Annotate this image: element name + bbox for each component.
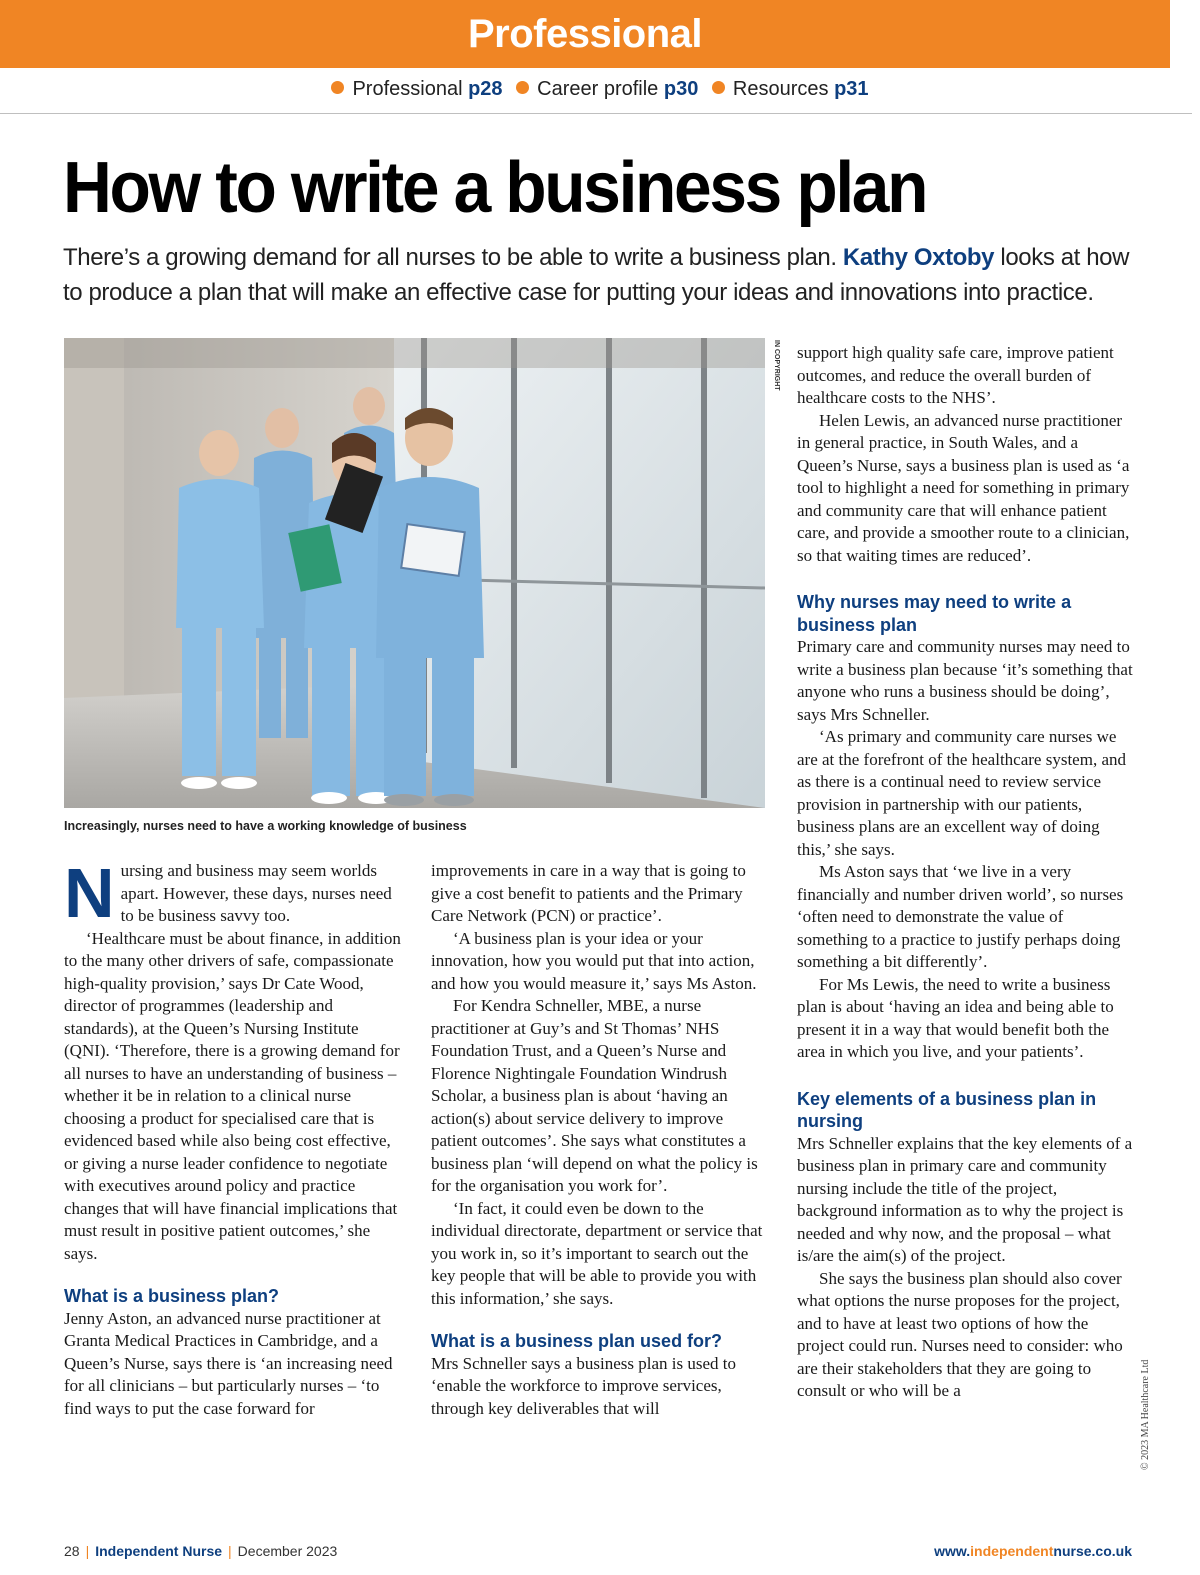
- paragraph: For Ms Lewis, the need to write a business plan is about ‘having an idea and being able to present it in a way that would benefit both the area in which you live, and your patients’.: [797, 974, 1114, 1061]
- footer-separator: |: [85, 1543, 90, 1559]
- photo-caption: Increasingly, nurses need to have a working knowledge of business: [64, 819, 467, 833]
- article-photo: [64, 338, 765, 808]
- article-column-2: [431, 860, 769, 1420]
- article-standfirst: There’s a growing demand for all nurses to be able to write a business plan. Kathy Oxtoby looks at how to produce a plan that will make an effective case for putting your ideas and innovations into practice.: [63, 244, 1130, 306]
- bullet-dot-icon: [516, 81, 529, 94]
- article-column-3: [797, 342, 1137, 1403]
- paragraph: Mrs Schneller says a business plan is used to ‘enable the workforce to improve services, through key deliverables that will: [431, 1353, 737, 1418]
- bullet-dot-icon: [331, 81, 344, 94]
- image-credit: IN COPYRIGHT: [773, 340, 780, 391]
- page-number: 28: [64, 1543, 80, 1559]
- nurses-walking-photo: [64, 338, 765, 808]
- section-banner: [0, 0, 1170, 68]
- issue-date: December 2023: [237, 1543, 338, 1559]
- drop-cap: N: [64, 854, 115, 932]
- header-divider: [0, 113, 1192, 114]
- paragraph: Mrs Schneller explains that the key elements of a business plan in primary care and community nursing include the title of the project, background information as to why the project is needed and why now, and the proposal – what is/are the aim(s) of the project.: [797, 1133, 1133, 1265]
- nav-item-resources[interactable]: Resources p31: [712, 78, 869, 100]
- section-title: Professional: [467, 12, 703, 56]
- footer-url[interactable]: www.independentnurse.co.uk: [934, 1543, 1132, 1559]
- subheading-business-plan-used-for: What is a business plan used for?: [431, 1331, 723, 1351]
- subheading-what-is-business-plan: What is a business plan?: [64, 1286, 280, 1306]
- article-title: How to write a business plan: [63, 148, 927, 228]
- subheading-why-nurses-need: Why nurses may need to write a business plan: [797, 592, 1072, 635]
- bullet-dot-icon: [712, 81, 725, 94]
- paragraph: support high quality safe care, improve patient outcomes, and reduce the overall burden of healthcare costs to the NHS’.: [797, 343, 1114, 407]
- paragraph: Helen Lewis, an advanced nurse practitioner in general practice, in South Wales, and a Queen’s Nurse, says a business plan is used as ‘a tool to highlight a need for something in primary and community care that will enhance patient care, and provide a smoother route to a clinician, so that waiting times are reduced’.: [797, 410, 1130, 565]
- article-column-1: [64, 854, 402, 1420]
- nav-item-career-profile[interactable]: Career profile p30: [516, 78, 698, 100]
- magazine-name-part1: Independent: [95, 1543, 179, 1559]
- paragraph: ‘Healthcare must be about finance, in addition to the many other drivers of safe, compassionate high-quality provision,’ says Dr Cate Wood, director of programmes (leadership and standards), at the Queen’s Nursing Institute (QNI). ‘Therefore, there is a growing demand for all nurses to have an understanding of business – whether it be in relation to a clinical nurse choosing a product for specialised care that is evidenced based while also being cost effective, or giving a nurse leader confidence to negotiate with executives around policy and practice changes that will have financial implications that must result in positive patient outcomes,’ she says.: [64, 928, 401, 1263]
- magazine-name-part2: Nurse: [182, 1543, 223, 1559]
- paragraph: ‘In fact, it could even be down to the individual directorate, department or service that you work in, so it’s important to search out the key people that will be able to provide you with this information,’ she says.: [431, 1198, 763, 1308]
- subheading-key-elements: Key elements of a business plan in nursing: [797, 1088, 1097, 1131]
- paragraph: For Kendra Schneller, MBE, a nurse practitioner at Guy’s and St Thomas’ NHS Foundation Trust, and a Queen’s Nurse and Florence Nightingale Foundation Windrush Scholar, a business plan is about ‘having an action(s) about service delivery to improve patient outcomes’. She says what constitutes a business plan ‘will depend on what the policy is for the organisation you work for’.: [431, 996, 758, 1195]
- paragraph: She says the business plan should also cover what options the nurse proposes for the project, and to have at least two options of how the project could run. Nurses need to consider: who are their stakeholders that they are going to consult or who will be a: [797, 1268, 1123, 1400]
- footer-separator: |: [228, 1543, 232, 1559]
- paragraph: ‘As primary and community care nurses we are at the forefront of the healthcare system, and as there is a continual need to review service provision in partnership with our patients, business plans are an excellent way of doing this,’ she says.: [797, 727, 1126, 859]
- paragraph: ursing and business may seem worlds apart. However, these days, nurses need to be business savvy too.: [120, 861, 392, 925]
- author-name: Kathy Oxtoby: [842, 244, 995, 271]
- paragraph: ‘A business plan is your idea or your innovation, how you would put that into action, and how you would measure it,’ says Ms Aston.: [431, 928, 757, 993]
- paragraph: Jenny Aston, an advanced nurse practitioner at Granta Medical Practices in Cambridge, and a Queen’s Nurse, says there is ‘an increasing need for all clinicians – but particularly nurses – ‘to find ways to put the case forward for: [64, 1308, 393, 1418]
- paragraph: Ms Aston says that ‘we live in a very financially and number driven world’, so nurses ‘often need to demonstrate the value of something to a practice to justify perhaps doing something a bit differently’.: [797, 862, 1124, 971]
- section-nav: [0, 78, 1200, 101]
- paragraph: improvements in care in a way that is going to give a cost benefit to patients and the Primary Care Network (PCN) or practice’.: [431, 861, 746, 925]
- paragraph: Primary care and community nurses may need to write a business plan because ‘it’s something that anyone who runs a business should be doing’, says Mrs Schneller.: [797, 637, 1133, 724]
- side-copyright: © 2023 MA Healthcare Ltd: [1140, 1359, 1151, 1470]
- nav-item-professional[interactable]: Professional p28: [331, 78, 502, 100]
